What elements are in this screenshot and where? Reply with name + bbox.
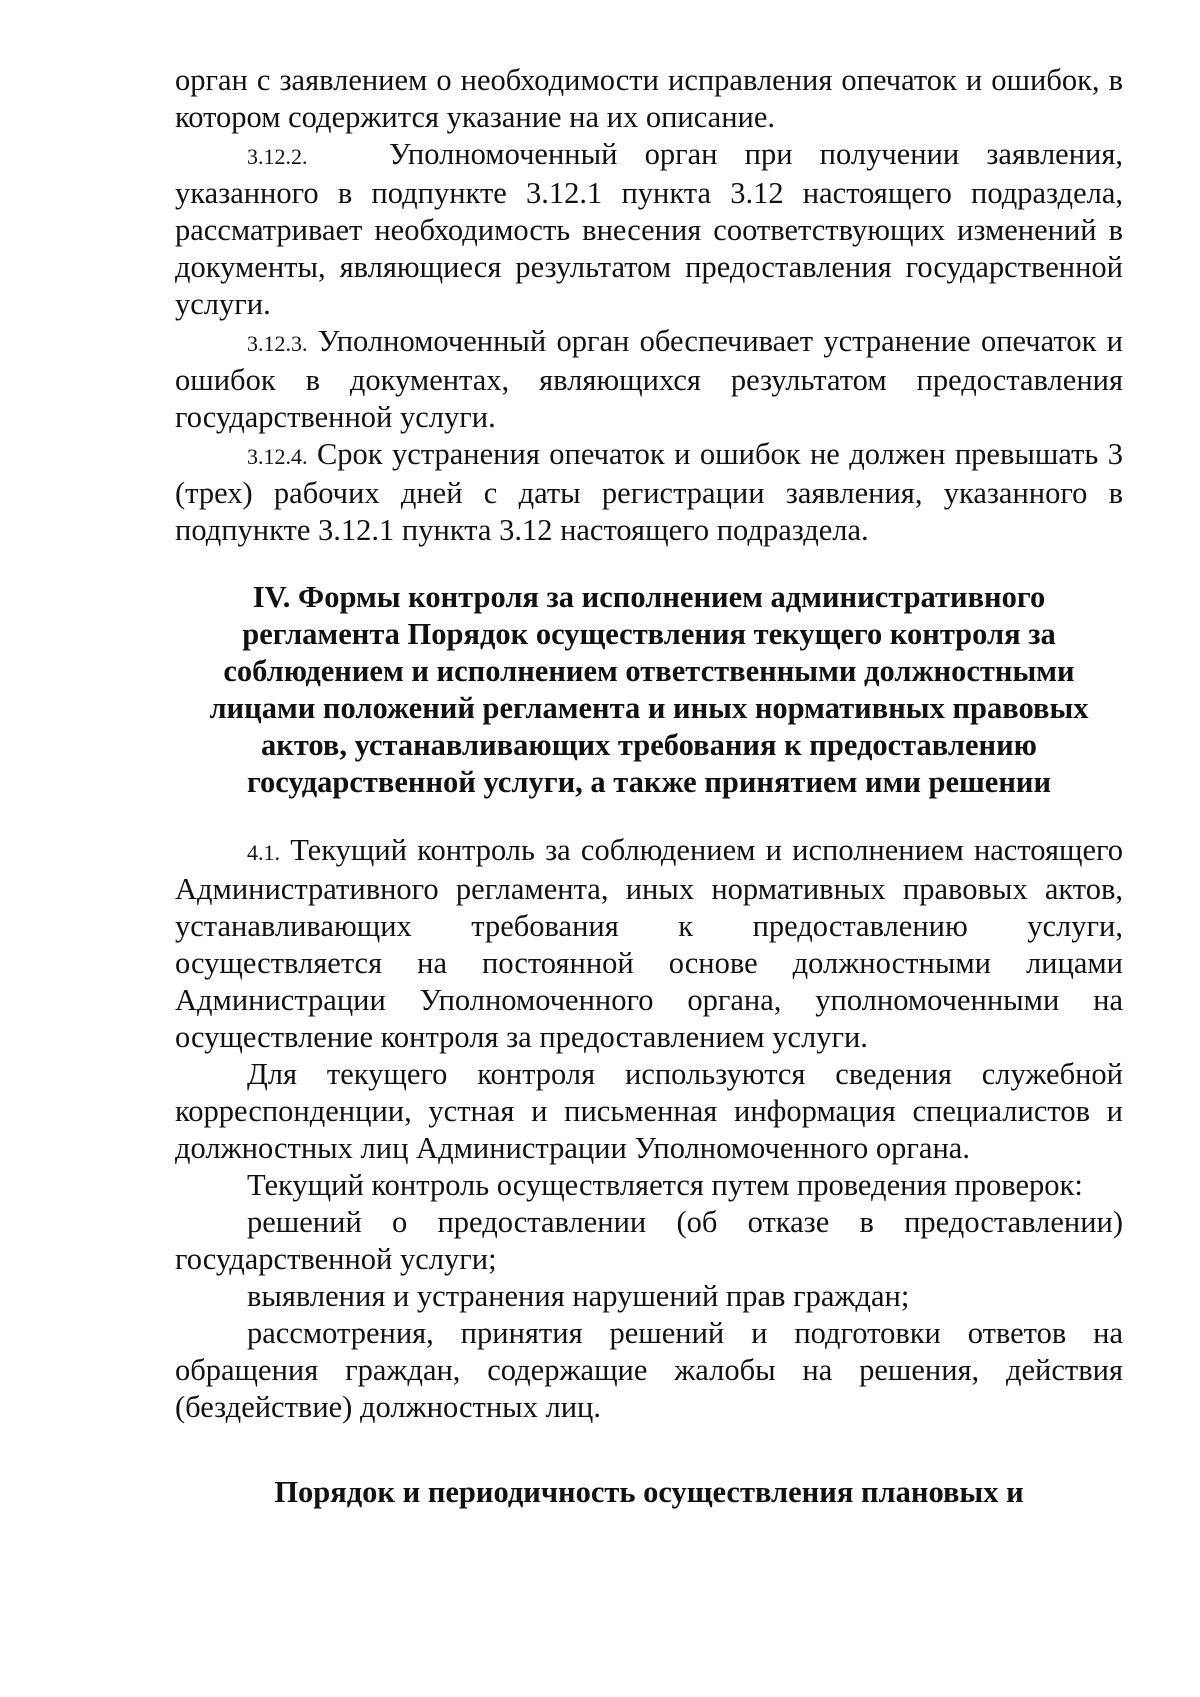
paragraph-number: 3.12.4. bbox=[247, 444, 308, 469]
paragraph-text: Текущий контроль осуществляется путем проведения проверок: bbox=[247, 1168, 1083, 1202]
paragraph-text: орган с заявлением о необходимости исправления опечаток и ошибок, в котором содержится указание на их описание. bbox=[175, 63, 1123, 134]
document-page bbox=[175, 62, 1123, 1511]
paragraph-text: Текущий контроль за соблюдением и исполнением настоящего Административного регламента, иных нормативных правовых актов, устанавливающих требования к предоставлению услуги, осуществляется на постоянной основе должностными лицами Администрации Уполномоченного органа, уполномоченными на осуществление контроля за предоставлением услуги. bbox=[175, 833, 1123, 1054]
paragraph-text: Для текущего контроля используются сведения служебной корреспонденции, устная и письменная информация специалистов и должностных лиц Администрации Уполномоченного органа. bbox=[175, 1057, 1123, 1165]
paragraph-number: 3.12.2. bbox=[247, 144, 308, 169]
paragraph-current-control-method bbox=[175, 1167, 1123, 1204]
paragraph-continuation bbox=[175, 62, 1123, 136]
list-item-violations bbox=[175, 1278, 1123, 1315]
paragraph-text: выявления и устранения нарушений прав граждан; bbox=[247, 1279, 910, 1313]
list-item-decisions bbox=[175, 1204, 1123, 1278]
paragraph-3-12-3 bbox=[175, 323, 1123, 436]
paragraph-number: 4.1. bbox=[247, 840, 280, 865]
section-heading-iv: IV. Формы контроля за исполнением административного регламента Порядок осуществления текущего контроля за соблюдением и исполнением ответственными должностными лицами положений регламента и иных нормативных правовых актов, устанавливающих требования к предоставлению государственной услуги, а также принятием ими решении bbox=[209, 580, 1089, 799]
paragraph-text: Срок устранения опечаток и ошибок не должен превышать 3 (трех) рабочих дней с даты регистрации заявления, указанного в подпункте 3.12.1 пункта 3.12 настоящего подраздела. bbox=[175, 437, 1123, 547]
paragraph-text: рассмотрения, принятия решений и подготовки ответов на обращения граждан, содержащие жалобы на решения, действия (бездействие) должностных лиц. bbox=[175, 1316, 1123, 1424]
paragraph-4-1 bbox=[175, 832, 1123, 1056]
paragraph-text: решений о предоставлении (об отказе в предоставлении) государственной услуги; bbox=[175, 1205, 1123, 1276]
paragraph-text: Уполномоченный орган при получении заявления, указанного в подпункте 3.12.1 пункта 3.12 настоящего подраздела, рассматривает необходимость внесения соответствующих изменений в документы, являющиеся результатом предоставления государственной услуги. bbox=[175, 137, 1124, 321]
paragraph-number: 3.12.3. bbox=[247, 331, 308, 356]
list-item-appeals bbox=[175, 1315, 1123, 1426]
section-heading-checks: Порядок и периодичность осуществления плановых и bbox=[274, 1475, 1024, 1509]
paragraph-3-12-4 bbox=[175, 436, 1123, 549]
paragraph-3-12-2 bbox=[175, 136, 1123, 323]
paragraph-text: Уполномоченный орган обеспечивает устранение опечаток и ошибок в документах, являющихся результатом предоставления государственной услуги. bbox=[175, 324, 1124, 434]
paragraph-current-control-sources bbox=[175, 1056, 1123, 1167]
